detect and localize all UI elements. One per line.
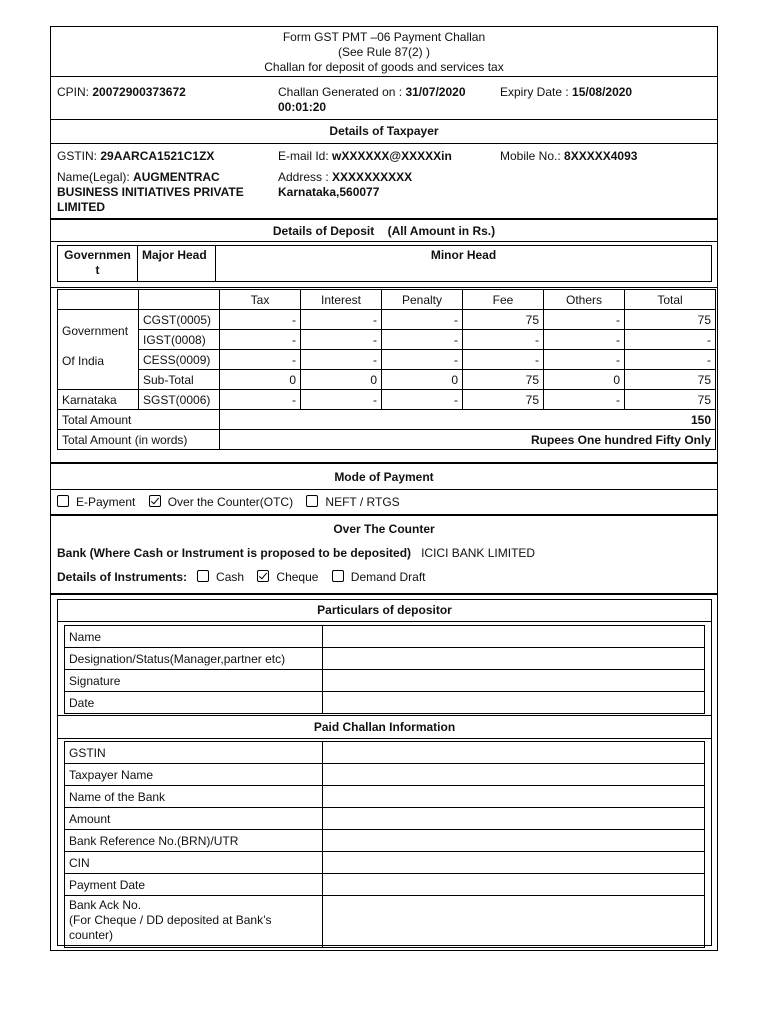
paid-challan-title: [58, 715, 711, 739]
value-cell: 0: [382, 370, 463, 390]
payment-mode-title: [51, 463, 717, 490]
total-words-value: [220, 430, 716, 450]
amount-section: [51, 288, 717, 463]
field-value[interactable]: [323, 764, 705, 786]
field-value[interactable]: [323, 896, 705, 948]
value-cell: -: [301, 350, 382, 370]
expiry-date: [500, 85, 632, 99]
field-label: Amount: [65, 808, 323, 830]
field-value[interactable]: [323, 670, 705, 692]
field-label: CIN: [65, 852, 323, 874]
expiry-label: Expiry Date :: [500, 85, 569, 99]
paid-challan-title-text: Paid Challan Information: [313, 720, 456, 734]
value-cell: 75: [463, 310, 544, 330]
value-cell: 75: [625, 370, 716, 390]
otc-title-text: Over The Counter: [333, 522, 435, 536]
value-cell: 0: [544, 370, 625, 390]
mobile-label: Mobile No.:: [500, 149, 561, 163]
value-cell: 0: [220, 370, 301, 390]
govt-india-line1: Government: [62, 324, 129, 338]
bank-label: Bank (Where Cash or Instrument is proposed to be deposited): [57, 546, 412, 560]
generated-time: 00:01:20: [278, 100, 327, 114]
deposit-title-note: (All Amount in Rs.): [387, 224, 496, 238]
neft-checkbox[interactable]: [306, 495, 318, 507]
gst-challan-form: [50, 26, 718, 951]
ack-line3: counter): [69, 928, 114, 942]
col-header: Total: [625, 290, 716, 310]
mobile: [500, 149, 637, 163]
field-label: [65, 896, 323, 948]
table-row: [58, 390, 716, 410]
field-value[interactable]: [323, 808, 705, 830]
cash-label: Cash: [216, 570, 245, 584]
col-header: Others: [544, 290, 625, 310]
otc-title: [51, 522, 717, 536]
table-row: [65, 874, 705, 896]
value-cell: 75: [463, 370, 544, 390]
major-head-cell: Sub-Total: [139, 370, 220, 390]
field-value[interactable]: [323, 626, 705, 648]
neft-option[interactable]: [306, 495, 399, 509]
col-header: Interest: [301, 290, 382, 310]
depositor-table: [64, 625, 705, 714]
blank-cell: [58, 290, 139, 310]
field-label: Bank Reference No.(BRN)/UTR: [65, 830, 323, 852]
total-words-text: Rupees One hundred Fifty Only: [530, 432, 711, 447]
blank-cell: [139, 290, 220, 310]
demand-draft-option[interactable]: [332, 570, 426, 584]
table-row: [58, 330, 716, 350]
total-amount-label: Total Amount: [58, 410, 220, 430]
gstin: [57, 149, 214, 163]
table-row: [65, 692, 705, 714]
cheque-checkbox[interactable]: [257, 570, 269, 582]
demand-draft-label: Demand Draft: [350, 570, 426, 584]
col-header: Penalty: [382, 290, 463, 310]
payment-mode-title-text: Mode of Payment: [334, 470, 434, 484]
field-label: Name of the Bank: [65, 786, 323, 808]
cpin-value: 20072900373672: [92, 85, 186, 99]
expiry-value: 15/08/2020: [572, 85, 633, 99]
field-label: Signature: [65, 670, 323, 692]
table-row: [65, 808, 705, 830]
major-head-cell: CESS(0009): [139, 350, 220, 370]
taxpayer-details: [51, 144, 717, 219]
epayment-option[interactable]: [57, 495, 135, 509]
cash-checkbox[interactable]: [197, 570, 209, 582]
deposit-title: Details of Deposit: [272, 224, 375, 238]
table-row: [65, 670, 705, 692]
table-row: [65, 742, 705, 764]
field-label: GSTIN: [65, 742, 323, 764]
form-title: Form GST PMT –06 Payment Challan: [282, 30, 486, 44]
value-cell: -: [220, 330, 301, 350]
depositor-box: [57, 599, 712, 946]
govt-india-cell: [58, 310, 139, 390]
demand-draft-checkbox[interactable]: [332, 570, 344, 582]
table-row: [65, 852, 705, 874]
mobile-value: 8XXXXX4093: [564, 149, 638, 163]
legal-name-label: Name(Legal):: [57, 170, 130, 184]
head-minor: [216, 246, 712, 282]
field-label: Payment Date: [65, 874, 323, 896]
field-value[interactable]: [323, 742, 705, 764]
head-major: [138, 246, 216, 282]
value-cell: -: [382, 330, 463, 350]
head-minor-text: Minor Head: [430, 248, 497, 262]
instruments-label: Details of Instruments:: [57, 570, 188, 584]
ack-line1: Bank Ack No.: [69, 898, 142, 912]
paid-challan-table: [64, 741, 705, 948]
value-cell: -: [463, 350, 544, 370]
otc-section: [51, 516, 717, 595]
value-cell: -: [544, 330, 625, 350]
table-row: [58, 370, 716, 390]
taxpayer-title-text: Details of Taxpayer: [329, 124, 439, 138]
total-words-label: Total Amount (in words): [58, 430, 220, 450]
value-cell: -: [301, 310, 382, 330]
legal-name: [57, 170, 244, 215]
depositor-title-text: Particulars of depositor: [317, 603, 452, 617]
table-row: [65, 830, 705, 852]
head-major-text: Major Head: [142, 248, 207, 262]
bank-row: [57, 546, 535, 560]
value-cell: -: [625, 330, 716, 350]
gstin-value: 29AARCA1521C1ZX: [100, 149, 215, 163]
total-amount-row: [58, 410, 716, 430]
table-row: [65, 626, 705, 648]
table-row: [65, 786, 705, 808]
neft-label: NEFT / RTGS: [325, 495, 400, 509]
cheque-label: Cheque: [276, 570, 319, 584]
total-amount-number: 150: [690, 412, 711, 427]
major-head-cell: IGST(0008): [139, 330, 220, 350]
challan-meta: [51, 77, 717, 120]
total-amount-value: [220, 410, 716, 430]
state-name-cell: Karnataka: [58, 390, 139, 410]
generated-label: Challan Generated on :: [278, 85, 403, 99]
legal-name-line1: AUGMENTRAC: [133, 170, 220, 184]
form-header: [51, 27, 717, 77]
value-cell: -: [220, 390, 301, 410]
gstin-label: GSTIN:: [57, 149, 98, 163]
value-cell: -: [382, 390, 463, 410]
govt-india-line2: Of India: [62, 354, 105, 368]
value-cell: -: [382, 310, 463, 330]
form-subtitle: Challan for deposit of goods and services tax: [264, 60, 504, 74]
value-cell: -: [625, 350, 716, 370]
value-cell: -: [382, 350, 463, 370]
total-words-row: [58, 430, 716, 450]
value-cell: -: [544, 390, 625, 410]
value-cell: -: [544, 310, 625, 330]
field-value[interactable]: [323, 852, 705, 874]
payment-mode-options: [51, 490, 717, 516]
field-value[interactable]: [323, 648, 705, 670]
table-row: [65, 764, 705, 786]
taxpayer-section-title: [51, 120, 717, 144]
table-row: [58, 310, 716, 330]
ack-line2: (For Cheque / DD deposited at Bank’s: [69, 913, 272, 927]
otc-option[interactable]: [149, 495, 293, 509]
field-value[interactable]: [323, 874, 705, 896]
email-value: wXXXXXX@XXXXXin: [332, 149, 452, 163]
value-cell: -: [463, 330, 544, 350]
value-cell: -: [220, 350, 301, 370]
address: [278, 170, 412, 200]
table-row: [58, 350, 716, 370]
field-label: Taxpayer Name: [65, 764, 323, 786]
major-head-cell: SGST(0006): [139, 390, 220, 410]
otc-label: Over the Counter(OTC): [167, 495, 294, 509]
field-value[interactable]: [323, 830, 705, 852]
cheque-option[interactable]: [257, 570, 318, 584]
epayment-label: E-Payment: [76, 495, 136, 509]
head-govt-line2: t: [95, 263, 100, 277]
cpin: [57, 85, 186, 99]
table-row: [65, 648, 705, 670]
depositor-title: [58, 600, 711, 622]
otc-checkbox[interactable]: [149, 495, 161, 507]
major-head-cell: CGST(0005): [139, 310, 220, 330]
legal-name-line3: LIMITED: [57, 200, 105, 214]
cash-option[interactable]: [197, 570, 244, 584]
col-header: Fee: [463, 290, 544, 310]
head-government: [58, 246, 138, 282]
form-rule: (See Rule 87(2) ): [337, 45, 431, 59]
generated-date: 31/07/2020: [405, 85, 466, 99]
value-cell: -: [301, 330, 382, 350]
table-row: [65, 896, 705, 948]
value-cell: -: [544, 350, 625, 370]
deposit-head-table: [57, 245, 712, 282]
value-cell: 75: [625, 390, 716, 410]
cpin-label: CPIN:: [57, 85, 90, 99]
field-label: Designation/Status(Manager,partner etc): [65, 648, 323, 670]
address-line2: Karnataka,560077: [278, 185, 380, 199]
value-cell: 0: [301, 370, 382, 390]
email-label: E-mail Id:: [278, 149, 329, 163]
epayment-checkbox[interactable]: [57, 495, 69, 507]
value-cell: -: [301, 390, 382, 410]
amount-table: [57, 289, 716, 450]
head-govt-line1: Governmen: [64, 248, 131, 262]
value-cell: -: [220, 310, 301, 330]
bank-value: ICICI BANK LIMITED: [421, 546, 536, 560]
field-value[interactable]: [323, 786, 705, 808]
amount-header-row: [58, 290, 716, 310]
legal-name-line2: BUSINESS INITIATIVES PRIVATE: [57, 185, 244, 199]
address-label: Address :: [278, 170, 329, 184]
address-line1: XXXXXXXXXX: [332, 170, 413, 184]
email: [278, 149, 452, 163]
deposit-section-title: [51, 219, 717, 242]
field-label: Name: [65, 626, 323, 648]
col-header: Tax: [220, 290, 301, 310]
generated-on: [278, 85, 466, 115]
value-cell: 75: [625, 310, 716, 330]
field-value[interactable]: [323, 692, 705, 714]
value-cell: 75: [463, 390, 544, 410]
field-label: Date: [65, 692, 323, 714]
deposit-head-section: [51, 242, 717, 288]
instruments-row: [57, 570, 436, 584]
